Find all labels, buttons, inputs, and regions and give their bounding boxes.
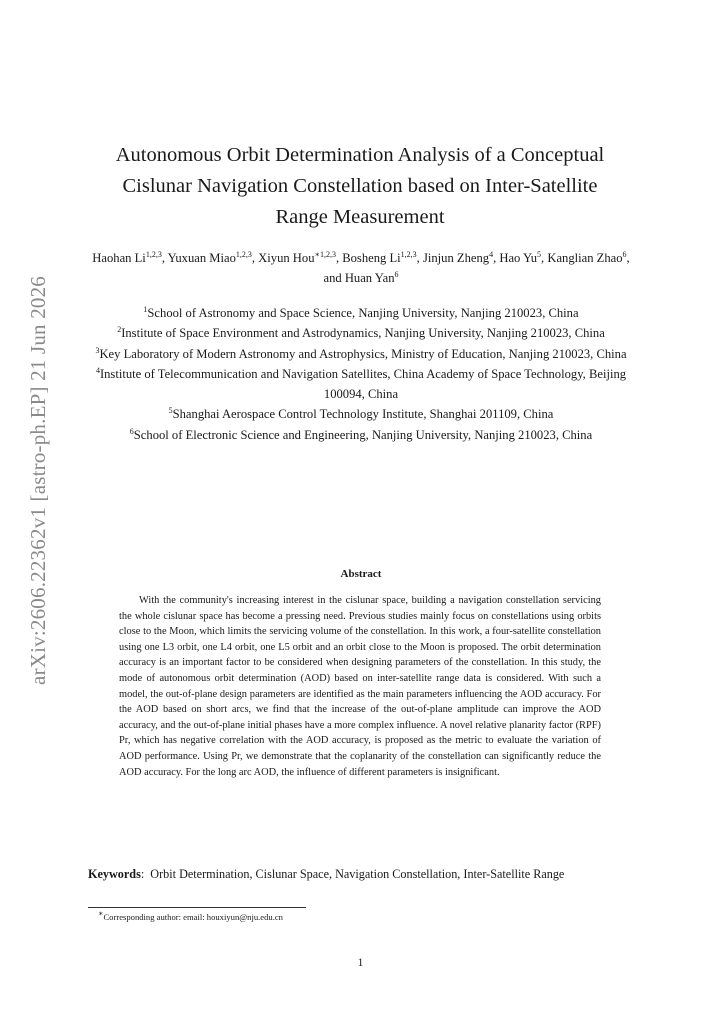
affiliation: $^4$Institute of Telecommunication and Navigation Satellites, China Academy of Space Technology, Beijing 100094, China	[95, 365, 627, 402]
abstract-heading: Abstract	[340, 568, 382, 580]
title-line-2: Cislunar Navigation Constellation based on Inter-Satellite	[122, 175, 598, 197]
arxiv-side-stamp	[20, 270, 56, 690]
author: Yuxuan Miao$^{1,2,3}$	[167, 249, 252, 265]
author-list: Haohan Li$^{1,2,3}$, Yuxuan Miao$^{1,2,3}$, Xiyun Hou$^{∗1,2,3}$, Bosheng Li$^{1,2,3}$, Jinjun Zheng$^4$, Hao Yu$^5$, Kanglian Zhao$^6$, and Huan Yan$^6$	[92, 249, 630, 285]
affiliation-list	[88, 303, 634, 445]
page-number: 1	[357, 957, 364, 969]
footnote-mark: ∗	[98, 909, 104, 919]
affiliation: $^1$School of Astronomy and Space Science, Nanjing University, Nanjing 210023, China	[143, 304, 579, 320]
author: Huan Yan$^6$	[344, 269, 399, 285]
author: Xiyun Hou$^{∗1,2,3}$	[258, 249, 336, 265]
keywords-label: Keywords	[88, 867, 141, 881]
arxiv-identifier: arXiv:2606.22362v1 [astro-ph.EP] 21 Jun 2026	[25, 275, 50, 685]
affiliation: $^6$School of Electronic Science and Engineering, Nanjing University, Nanjing 210023, China	[129, 426, 593, 442]
footnote-rule	[88, 907, 306, 908]
footnote-text: Corresponding author: email: houxiyun@nju.edu.cn	[103, 912, 283, 922]
paper-title	[90, 140, 630, 233]
author: Hao Yu$^5$	[499, 249, 542, 265]
abstract-body: With the community's increasing interest in the cislunar space, building a navigation constellation servicing the whole cislunar space has become a pressing need. Previous studies mainly focus on constellations using orbits close to the Moon, which limits the servicing volume of the constellation. In this work, a four-satellite constellation using one L3 orbit, one L4 orbit, one L5 orbit and an orbit close to the Moon is proposed. The orbit determination accuracy is an important factor to be considered when designing parameters of the constellation. In this study, the mode of autonomous orbit determination (AOD) based on inter-satellite range data is considered. With such a model, the out-of-plane design parameters are identified as the main parameters influencing the AOD accuracy. For the AOD based on short arcs, we find that the increase of the out-of-plane amplitude can improve the AOD accuracy, and the out-of-plane initial phases have a more complex influence. A novel relative planarity factor (RPF) Pr, which has negative correlation with the AOD accuracy, is proposed as the metric to evaluate the variation of AOD performance. Using Pr, we demonstrate that the coplanarity of the constellation can significantly reduce the AOD accuracy. For the long arc AOD, the influence of different parameters is insignificant.	[119, 595, 601, 778]
title-line-1: Autonomous Orbit Determination Analysis of a Conceptual	[115, 144, 605, 166]
affiliation: $^3$Key Laboratory of Modern Astronomy and Astrophysics, Ministry of Education, Nanjing 210023, China	[95, 345, 627, 361]
keywords-text: Orbit Determination, Cislunar Space, Navigation Constellation, Inter-Satellite Range	[150, 867, 565, 881]
title-line-3: Range Measurement	[275, 206, 445, 228]
author: Bosheng Li$^{1,2,3}$	[342, 249, 417, 265]
footnote	[98, 911, 283, 923]
author: Kanglian Zhao$^6$	[547, 249, 627, 265]
affiliation: $^2$Institute of Space Environment and Astrodynamics, Nanjing University, Nanjing 210023, China	[117, 325, 605, 341]
author: Jinjun Zheng$^4$	[422, 249, 494, 265]
author: Haohan Li$^{1,2,3}$	[92, 249, 162, 265]
affiliation: $^5$Shanghai Aerospace Control Technology Institute, Shanghai 201109, China	[168, 406, 554, 422]
keywords: Keywords: Orbit Determination, Cislunar Space, Navigation Constellation, Inter-Satellite Range	[88, 867, 565, 881]
